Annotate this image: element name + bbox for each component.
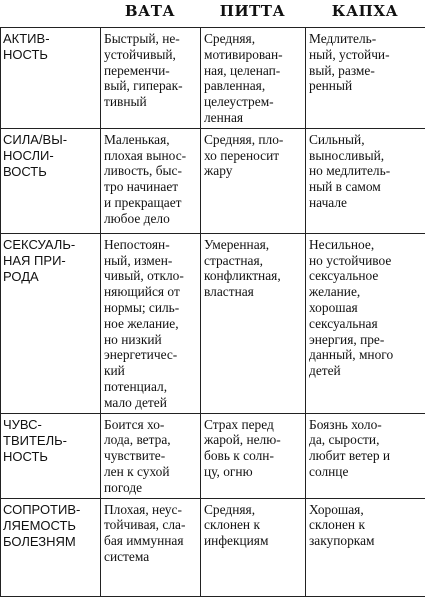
table-row <box>1 233 425 413</box>
cell-vata: Непостоян- ный, измен- чивый, откло- няющийся от нормы; силь- ное желание, но низкий энергетичес- кий потенциал, мало детей <box>101 233 201 413</box>
cell-kapha: Медлитель- ный, устойчи- вый, разме- ренный <box>306 28 425 129</box>
cell-vata: Маленькая, плохая вынос- ливость, быс- тро начинает и прекращает любое дело <box>101 128 201 233</box>
column-header-kapha: КАПХА <box>305 0 425 27</box>
dosha-comparison-table <box>0 27 425 597</box>
cell-pitta: Средняя, склонен к инфекциям <box>201 498 306 596</box>
cell-pitta: Умеренная, страстная, конфликтная, властная <box>201 233 306 413</box>
row-label-strength-endurance: СИЛА/ВЫ- НОСЛИ- ВОСТЬ <box>1 128 101 233</box>
cell-pitta: Средняя, мотивирован- ная, целенап- равленная, целеустрем- ленная <box>201 28 306 129</box>
cell-kapha: Хорошая, склонен к закупоркам <box>306 498 425 596</box>
cell-kapha: Сильный, выносливый, но медлитель- ный в самом начале <box>306 128 425 233</box>
cell-vata: Быстрый, не- устойчивый, переменчи- вый, гиперак- тивный <box>101 28 201 129</box>
row-label-sexual-nature: СЕКСУАЛЬ- НАЯ ПРИ- РОДА <box>1 233 101 413</box>
table-row <box>1 498 425 596</box>
table-row <box>1 128 425 233</box>
cell-pitta: Страх перед жарой, нелю- бовь к солн- цу, огню <box>201 413 306 498</box>
cell-kapha: Несильное, но устойчивое сексуальное желание, хорошая сексуальная энергия, пре- данный, много детей <box>306 233 425 413</box>
column-header-pitta: ПИТТА <box>200 0 305 27</box>
cell-pitta: Средняя, пло- хо переносит жару <box>201 128 306 233</box>
row-label-disease-resistance: СОПРОТИВ- ЛЯЕМОСТЬ БОЛЕЗНЯМ <box>1 498 101 596</box>
cell-vata: Плохая, неус- тойчивая, сла- бая иммунная система <box>101 498 201 596</box>
table-row <box>1 413 425 498</box>
cell-vata: Боится хо- лода, ветра, чувствите- лен к сухой погоде <box>101 413 201 498</box>
table-row <box>1 28 425 129</box>
row-label-activity: АКТИВ- НОСТЬ <box>1 28 101 129</box>
column-header-vata: ВАТА <box>100 0 200 27</box>
row-label-sensitivity: ЧУВС- ТВИТЕЛЬ- НОСТЬ <box>1 413 101 498</box>
cell-kapha: Боязнь холо- да, сырости, любит ветер и солнце <box>306 413 425 498</box>
